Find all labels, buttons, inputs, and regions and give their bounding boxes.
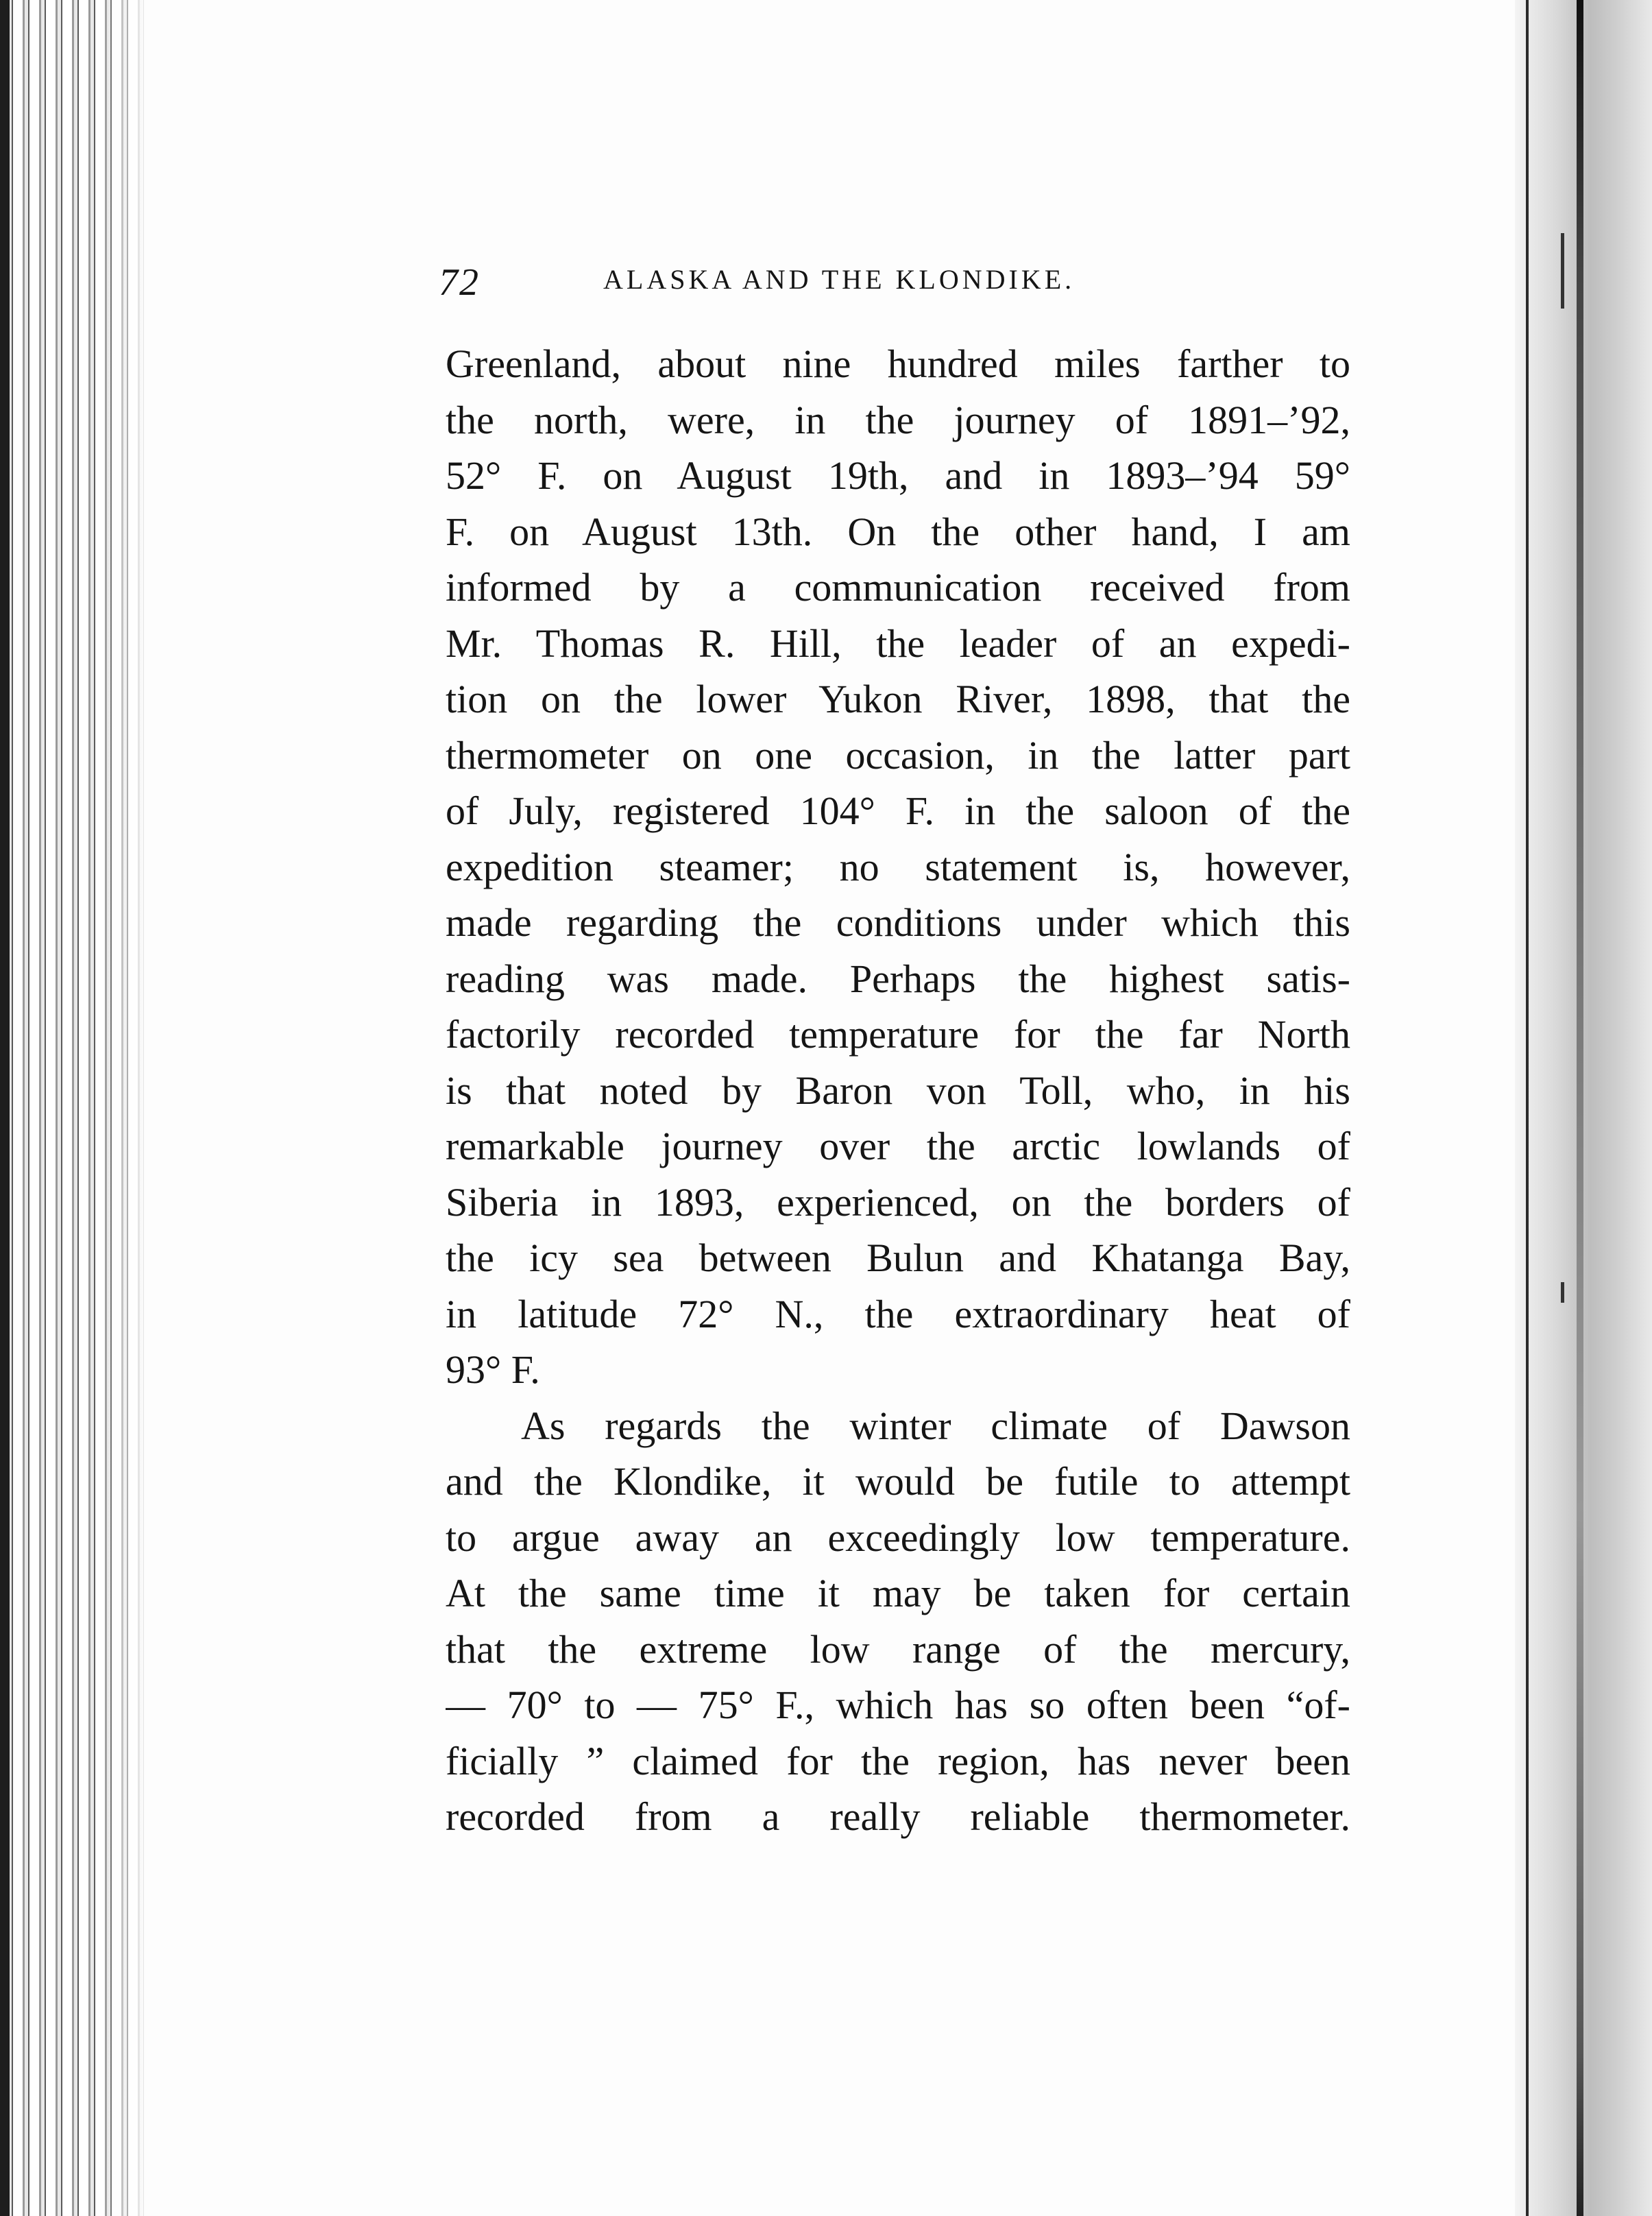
text-line: 52° F. on August 19th, and in 1893–’94 59°: [446, 453, 1350, 498]
paragraph-first-line: As regards the winter climate of Dawson: [521, 1403, 1350, 1448]
text-line: thermometer on one occasion, in the latter part: [446, 732, 1350, 778]
body-text: [446, 336, 1350, 1858]
text-line: At the same time it may be taken for certain: [446, 1571, 1350, 1615]
text-line: expedition steamer; no statement is, however,: [446, 844, 1350, 889]
text-line: to argue away an exceedingly low temperature.: [446, 1515, 1350, 1560]
text-line: remarkable journey over the arctic lowlands of: [446, 1124, 1350, 1168]
text-line: and the Klondike, it would be futile to attempt: [446, 1459, 1350, 1504]
text-line: of July, registered 104° F. in the saloon of the: [446, 788, 1350, 833]
text-line: that the extreme low range of the mercury,: [446, 1626, 1350, 1672]
text-line: informed by a communication received from: [446, 565, 1350, 610]
text-line: recorded from a really reliable thermometer.: [446, 1794, 1350, 1839]
text-line: — 70° to — 75° F., which has so often been “of-: [446, 1683, 1350, 1727]
text-line: F. on August 13th. On the other hand, I am: [446, 509, 1350, 554]
running-head: [439, 261, 1522, 309]
text-line: made regarding the conditions under which this: [446, 900, 1350, 945]
running-head-title: ALASKA AND THE KLONDIKE.: [603, 264, 1076, 295]
page-number: 72: [439, 261, 480, 304]
text-line: is that noted by Baron von Toll, who, in his: [446, 1068, 1350, 1113]
text-line: Greenland, about nine hundred miles farther to: [446, 341, 1350, 386]
paragraph-end-line: 93° F.: [446, 1347, 540, 1392]
text-line: factorily recorded temperature for the far North: [446, 1012, 1350, 1057]
text-line: Siberia in 1893, experienced, on the borders of: [446, 1179, 1350, 1225]
text-line: ficially ” claimed for the region, has never been: [446, 1738, 1350, 1783]
text-line: the north, were, in the journey of 1891–’92,: [446, 397, 1350, 442]
text-line: reading was made. Perhaps the highest satis-: [446, 956, 1350, 1001]
text-line: Mr. Thomas R. Hill, the leader of an expedi-: [446, 621, 1350, 666]
text-line: the icy sea between Bulun and Khatanga Bay,: [446, 1236, 1350, 1280]
text-line: tion on the lower Yukon River, 1898, that the: [446, 677, 1350, 721]
text-line: in latitude 72° N., the extraordinary heat of: [446, 1291, 1350, 1336]
